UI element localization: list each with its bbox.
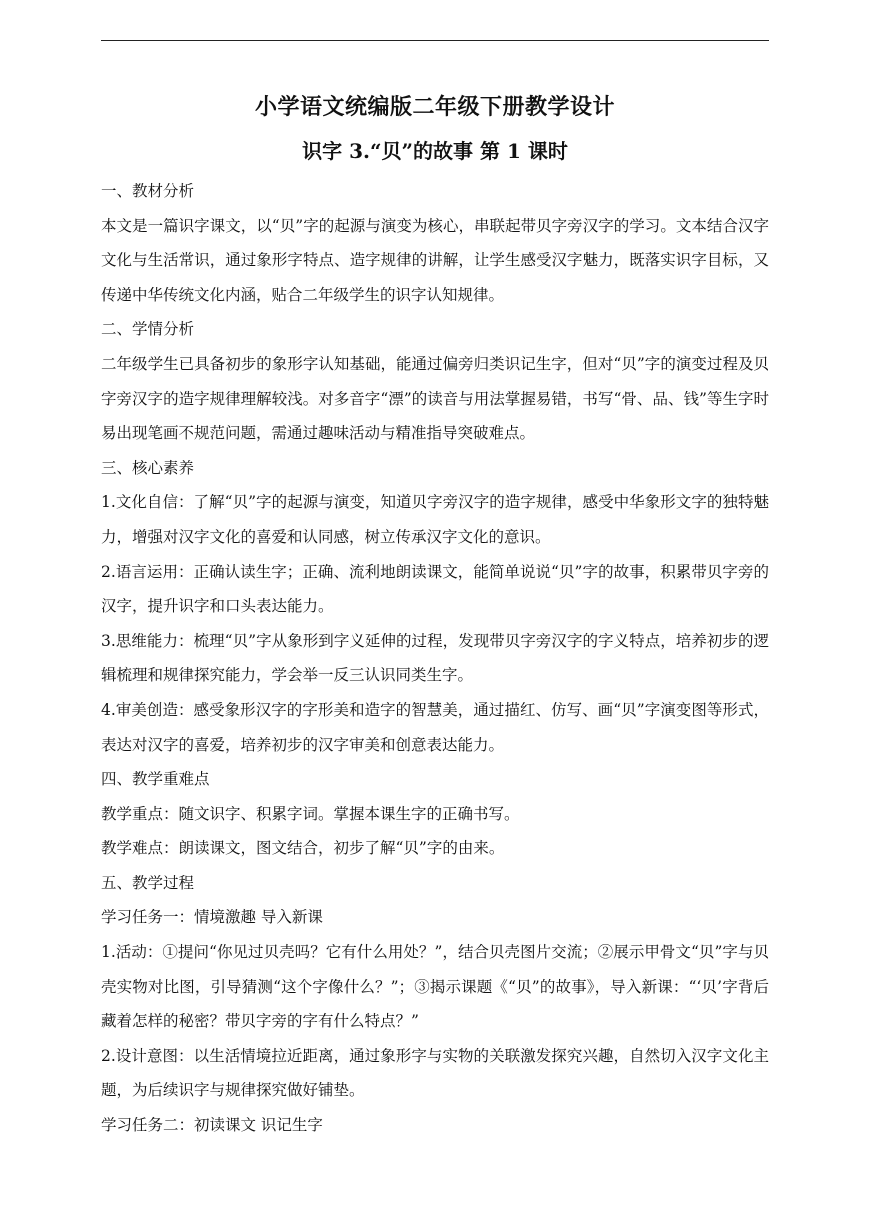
paragraph: 教学难点：朗读课文，图文结合，初步了解“贝”字的由来。 [101, 839, 505, 858]
paragraph: 二年级学生已具备初步的象形字认知基础，能通过偏旁归类识记生字，但对“贝”字的演变过程及贝字旁汉字的造字规律理解较浅。对多音字“漂”的读音与用法掌握易错，书写“骨、品、钱”等生字时易出现笔画不规范问题，需通过趣味活动与精准指导突破难点。 [101, 354, 769, 443]
section-heading: 一、教材分析 [101, 182, 195, 200]
document-blocks [101, 174, 769, 1143]
paragraph: 教学重点：随文识字、积累字词。掌握本课生字的正确书写。 [101, 804, 520, 823]
section-heading: 三、核心素养 [101, 458, 195, 477]
paragraph: 1.活动：①提问“你见过贝壳吗？它有什么用处？”，结合贝壳图片交流；②展示甲骨文“贝”字与贝壳实物对比图，引导猜测“这个字像什么？”；③揭示课题《“贝”的故事》，导入新课：“‘贝’字背后藏着怎样的秘密？带贝字旁的字有什么特点？” [101, 943, 769, 1031]
paragraph: 本文是一篇识字课文，以“贝”字的起源与演变为核心，串联起带贝字旁汉字的学习。文本结合汉字文化与生活常识，通过象形字特点、造字规律的讲解，让学生感受汉字魅力，既落实识字目标，又传递中华传统文化内涵，贴合二年级学生的识字认知规律。 [101, 216, 769, 304]
paragraph: 2.设计意图：以生活情境拉近距离，通过象形字与实物的关联激发探究兴趣，自然切入汉字文化主题，为后续识字与规律探究做好铺垫。 [101, 1046, 769, 1100]
document-title: 小学语文统编版二年级下册教学设计 [254, 94, 615, 120]
paragraph: 2.语言运用：正确认读生字；正确、流利地朗读课文，能简单说说“贝”字的故事，积累带贝字旁的汉字，提升识字和口头表达能力。 [101, 562, 769, 616]
section-heading: 学习任务二：初读课文 识记生字 [101, 1116, 323, 1135]
section-heading: 五、教学过程 [101, 873, 195, 892]
paragraph: 1.文化自信：了解“贝”字的起源与演变，知道贝字旁汉字的造字规律，感受中华象形文字的独特魅力，增强对汉字文化的喜爱和认同感，树立传承汉字文化的意识。 [101, 493, 769, 546]
paragraph: 3.思维能力：梳理“贝”字从象形到字义延伸的过程，发现带贝字旁汉字的字义特点，培养初步的逻辑梳理和规律探究能力，学会举一反三认识同类生字。 [101, 631, 769, 685]
header-rule [101, 40, 769, 41]
document-body [101, 86, 769, 1143]
section-heading: 四、教学重难点 [101, 770, 210, 789]
document-subtitle: 识字 3.“贝”的故事 第 1 课时 [302, 139, 568, 163]
section-heading: 二、学情分析 [101, 320, 195, 339]
section-heading: 学习任务一：情境激趣 导入新课 [101, 908, 323, 927]
paragraph: 4.审美创造：感受象形汉字的字形美和造字的智慧美，通过描红、仿写、画“贝”字演变图等形式，表达对汉字的喜爱，培养初步的汉字审美和创意表达能力。 [101, 700, 769, 754]
